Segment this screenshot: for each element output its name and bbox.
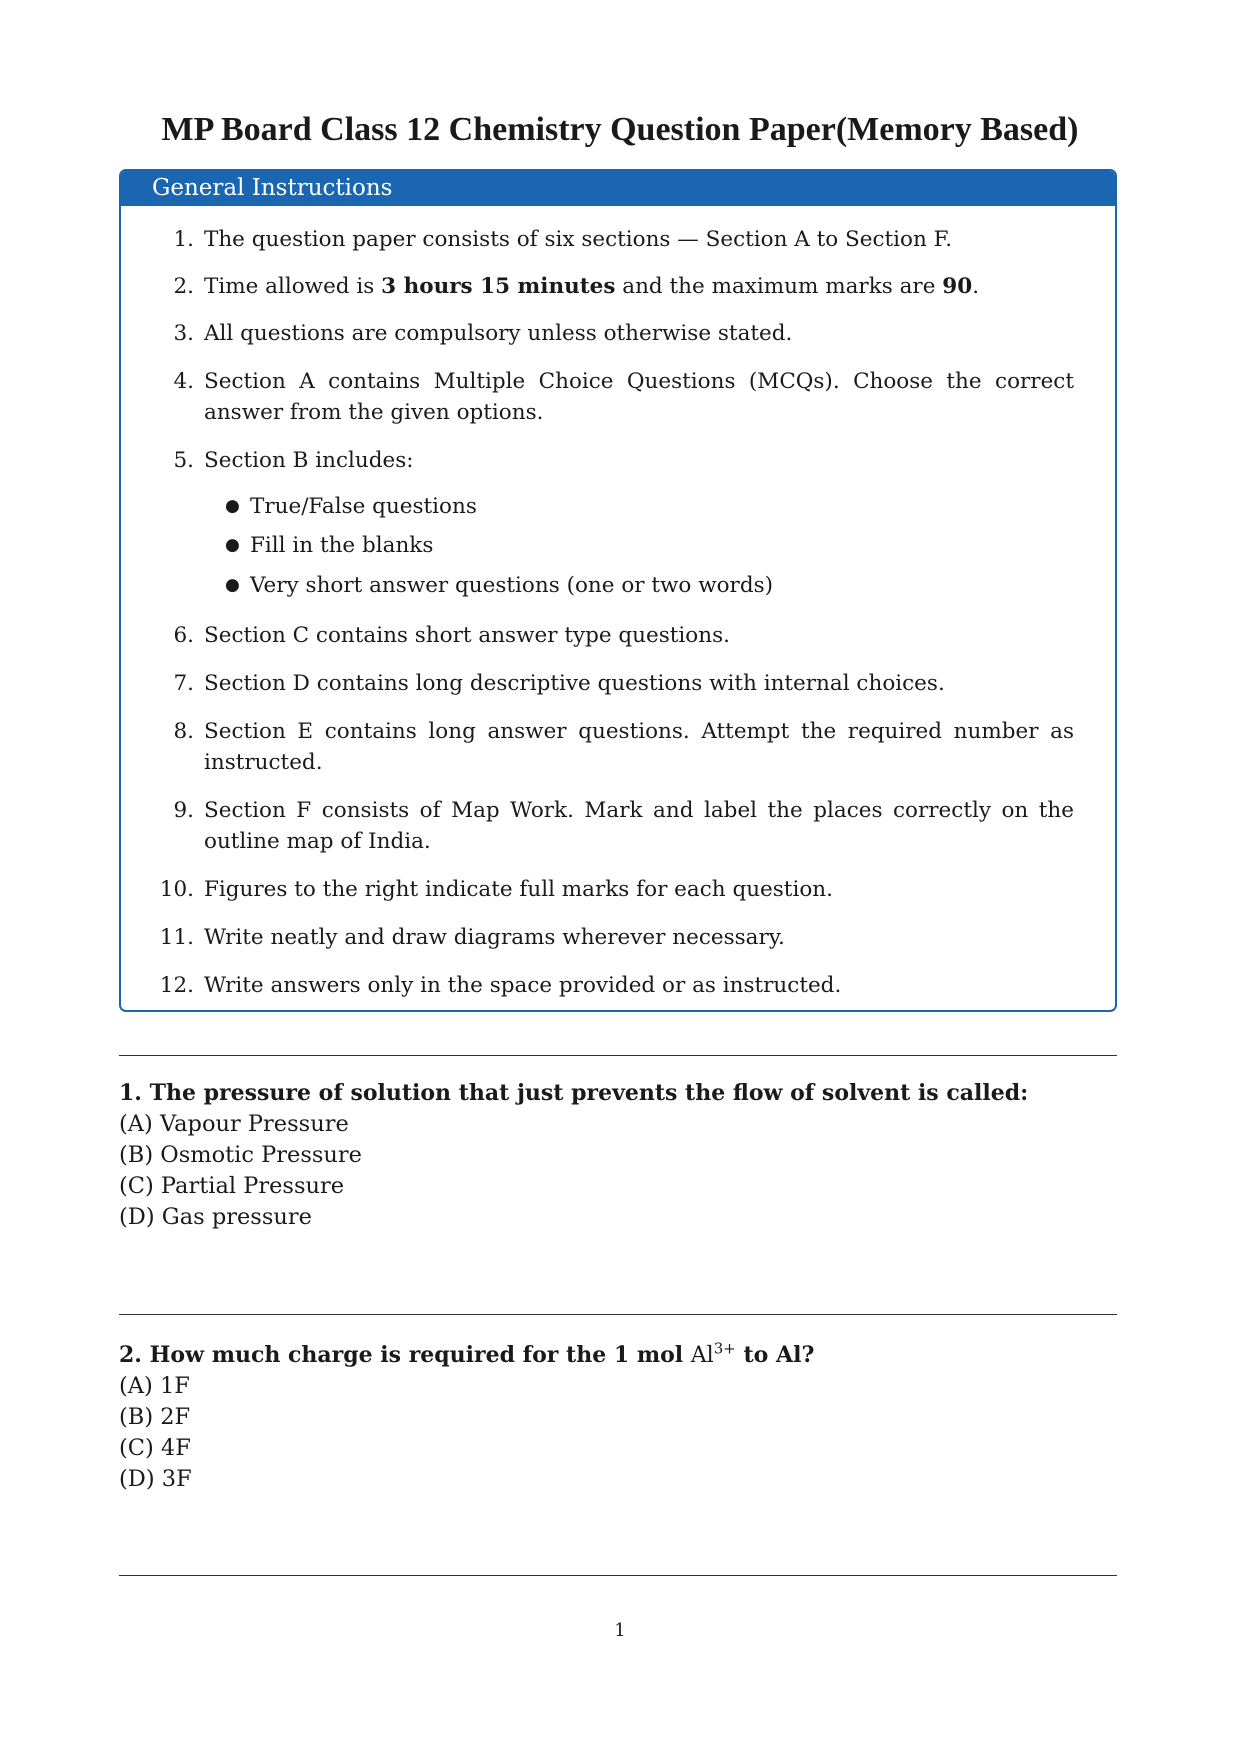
- question-1: [119, 1078, 1117, 1233]
- bullet-icon: ●: [225, 496, 240, 516]
- page-title: MP Board Class 12 Chemistry Question Paper(Memory Based): [161, 111, 1079, 148]
- divider: [119, 1055, 1117, 1056]
- instruction-text: Section B includes:: [204, 448, 414, 473]
- instruction-text: Section E contains long answer questions. Attempt the required number as instructed.: [204, 719, 1074, 775]
- option-b: (B) Osmotic Pressure: [119, 1142, 362, 1168]
- instruction-number: 9.: [173, 798, 194, 823]
- divider: [119, 1314, 1117, 1315]
- bullet-icon: ●: [225, 575, 240, 595]
- question-number: 2.: [119, 1342, 142, 1368]
- instruction-text-part: .: [972, 274, 980, 299]
- question-number: 1.: [119, 1080, 142, 1106]
- instruction-number: 10.: [159, 877, 194, 902]
- max-marks-value: 90: [942, 274, 973, 299]
- instruction-text: Write neatly and draw diagrams wherever necessary.: [204, 925, 785, 950]
- question-stem: [119, 1078, 1117, 1109]
- instruction-number: 1.: [173, 227, 194, 252]
- bullet-text: True/False questions: [250, 494, 477, 519]
- instruction-text: Section C contains short answer type questions.: [204, 623, 730, 648]
- instruction-text-part: and the maximum marks are: [615, 274, 943, 299]
- option-b: (B) 2F: [119, 1404, 191, 1430]
- instructions-header: General Instructions: [121, 171, 1115, 206]
- instruction-text: Write answers only in the space provided or as instructed.: [204, 973, 842, 998]
- instruction-text: Figures to the right indicate full marks for each question.: [204, 877, 833, 902]
- instruction-number: 6.: [173, 623, 194, 648]
- option-a: (A) Vapour Pressure: [119, 1111, 349, 1137]
- general-instructions-box: [119, 169, 1117, 1012]
- instruction-text: The question paper consists of six sections — Section A to Section F.: [204, 227, 953, 252]
- instruction-text: Section F consists of Map Work. Mark and label the places correctly on the outline map of India.: [204, 798, 1074, 854]
- chemical-formula: Al: [690, 1343, 714, 1368]
- instruction-number: 4.: [173, 369, 194, 394]
- option-c: (C) Partial Pressure: [119, 1173, 345, 1199]
- question-text: to Al?: [735, 1342, 815, 1368]
- question-2: [119, 1340, 1117, 1495]
- instruction-text: All questions are compulsory unless otherwise stated.: [204, 321, 793, 346]
- instruction-number: 3.: [173, 321, 194, 346]
- instruction-number: 7.: [173, 671, 194, 696]
- option-c: (C) 4F: [119, 1435, 191, 1461]
- instruction-text-part: Time allowed is: [204, 274, 382, 299]
- instruction-number: 8.: [173, 719, 194, 744]
- instruction-text: [204, 271, 1074, 302]
- instruction-number: 12.: [159, 973, 194, 998]
- instruction-number: 11.: [159, 925, 194, 950]
- page-number: 1: [614, 1620, 626, 1641]
- instruction-text: Section D contains long descriptive questions with internal choices.: [204, 671, 945, 696]
- option-a: (A) 1F: [119, 1373, 190, 1399]
- bullet-text: Very short answer questions (one or two words): [250, 573, 774, 598]
- ion-charge: 3+: [713, 1339, 736, 1358]
- bullet-icon: ●: [225, 535, 240, 555]
- bullet-text: Fill in the blanks: [250, 533, 434, 558]
- question-text: How much charge is required for the 1 mol: [149, 1342, 691, 1368]
- option-d: (D) Gas pressure: [119, 1204, 312, 1230]
- duration-value: 3 hours 15 minutes: [381, 274, 616, 299]
- divider: [119, 1575, 1117, 1576]
- instruction-number: 5.: [173, 448, 194, 473]
- instruction-text: Section A contains Multiple Choice Questions (MCQs). Choose the correct answer from the given options.: [204, 369, 1074, 425]
- instruction-number: 2.: [173, 274, 194, 299]
- option-d: (D) 3F: [119, 1466, 192, 1492]
- question-stem: [119, 1340, 1117, 1371]
- question-text: The pressure of solution that just prevents the flow of solvent is called:: [149, 1080, 1029, 1106]
